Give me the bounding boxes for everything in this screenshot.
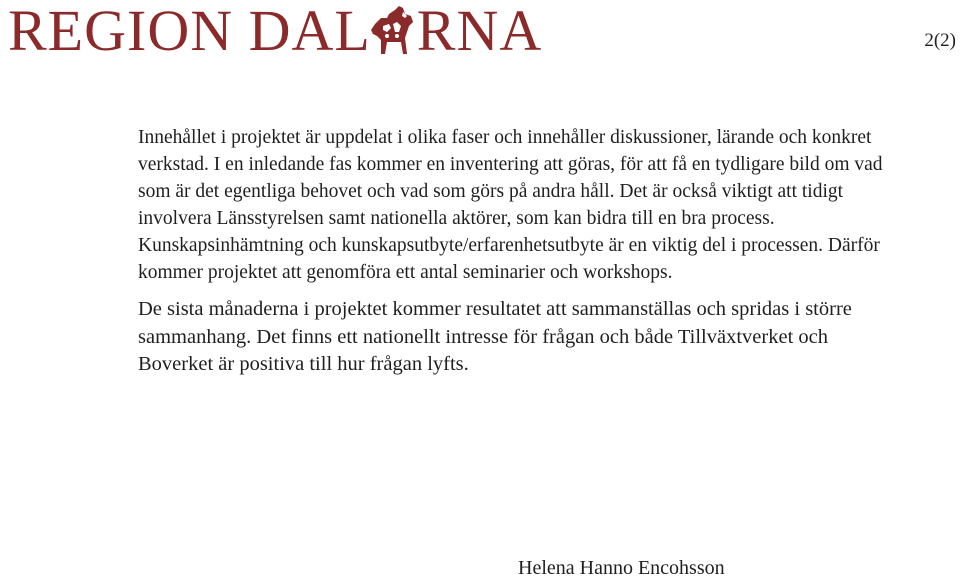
document-body	[138, 124, 898, 379]
region-dalarna-logo	[8, 0, 543, 63]
paragraph-1: Innehållet i projektet är uppdelat i olika faser och innehåller diskussioner, lärande och konkret verkstad. I en inledande fas kommer en inventering att göras, för att få en tydligare bild om vad som är det egentliga behovet och vad som görs på andra håll. Det är också viktigt att tidigt involvera Länsstyrelsen samt nationella aktörer, som kan bidra till en bra process. Kunskapsinhämtning och kunskapsutbyte/erfarenhetsutbyte är en viktig del i processen. Därför kommer projektet att genomföra ett antal seminarier och workshops.	[138, 127, 883, 283]
signature: Helena Hanno Encohsson	[518, 557, 725, 579]
page-number: 2(2)	[924, 30, 956, 51]
logo-text-left: REGION DAL	[8, 0, 371, 63]
paragraph-2: De sista månaderna i projektet kommer resultatet att sammanställas och spridas i större sammanhang. Det finns ett nationellt intresse för frågan och både Tillväxtverket och Boverket är positiva till hur frågan lyfts.	[138, 298, 852, 375]
logo-text-right: RNA	[416, 0, 543, 63]
dala-horse-icon	[367, 4, 419, 58]
